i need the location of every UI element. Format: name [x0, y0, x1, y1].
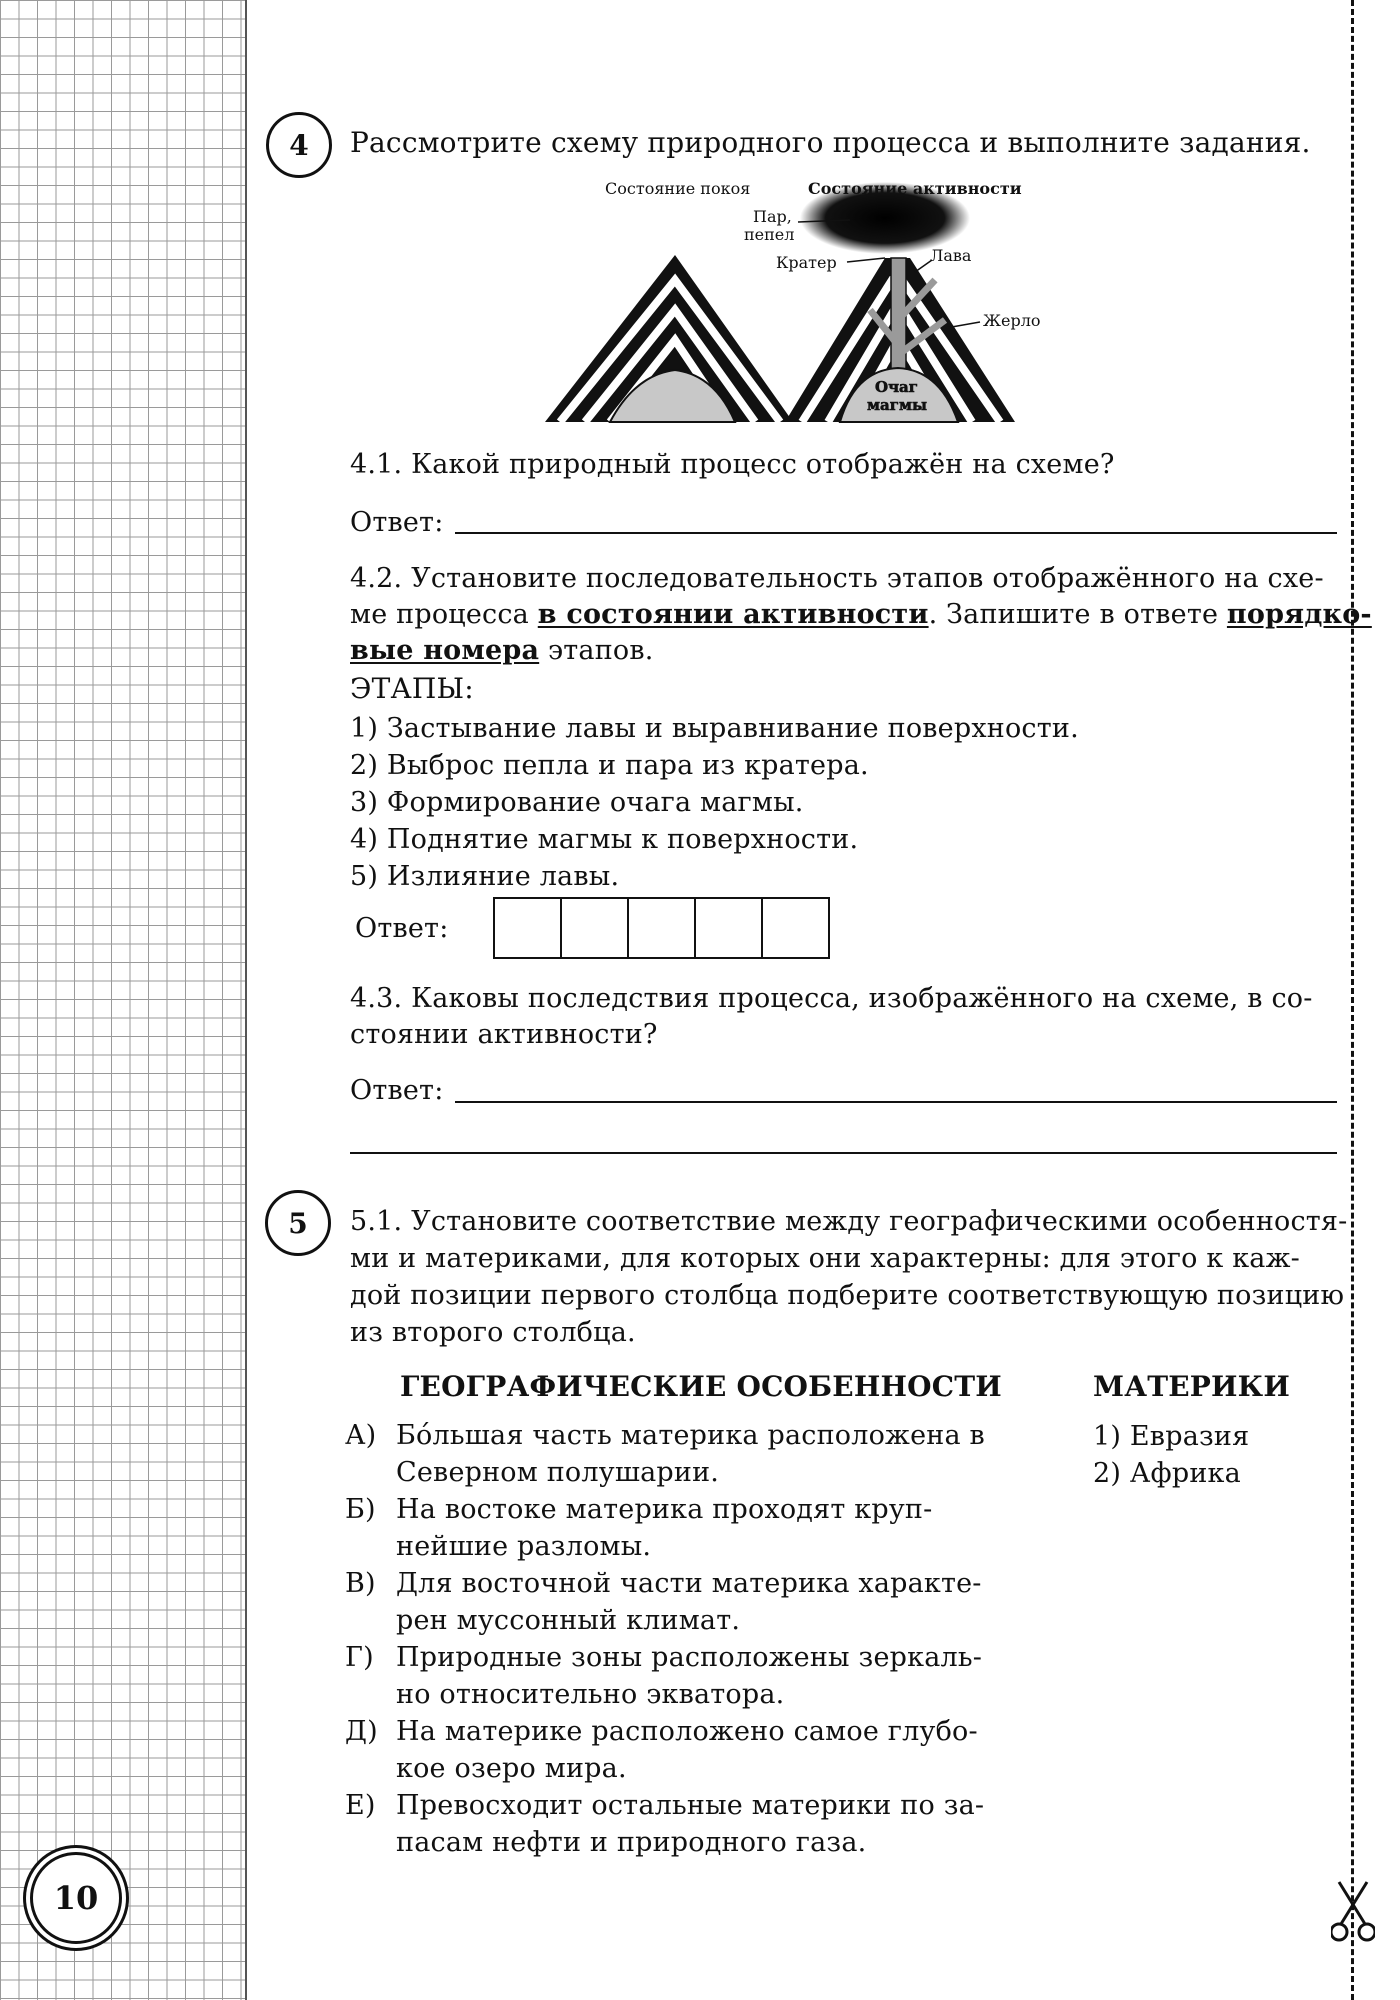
feature-letter-g: Г): [345, 1642, 374, 1673]
answer-line-4-3-extra[interactable]: [350, 1152, 1337, 1154]
continent-1: 1) Евразия: [1093, 1421, 1250, 1452]
label-ash: пепел: [744, 225, 795, 244]
task-5-number: 5: [265, 1190, 331, 1256]
answer-line-4-1[interactable]: [455, 532, 1337, 534]
volcano-diagram: [540, 170, 1040, 430]
stage-2: 2) Выброс пепла и пара из кратера.: [350, 750, 869, 781]
feature-b-line1: На востоке материка проходят круп-: [396, 1494, 933, 1525]
feature-e-line2: пасам нефти и природного газа.: [396, 1827, 867, 1858]
question-4-2-line1: 4.2. Установите последовательность этапов отображённого на схе-: [350, 563, 1324, 594]
feature-d-line2: кое озеро мира.: [396, 1753, 627, 1784]
feature-g-line2: но относительно экватора.: [396, 1679, 785, 1710]
continent-2: 2) Африка: [1093, 1458, 1241, 1489]
answer-cell[interactable]: [629, 899, 696, 957]
cut-line: [1351, 0, 1354, 2000]
answer-label-4-3: Ответ:: [350, 1075, 444, 1106]
label-active: Состояние активности: [808, 179, 1022, 198]
answer-cell[interactable]: [763, 899, 828, 957]
stage-4: 4) Поднятие магмы к поверхности.: [350, 824, 859, 855]
feature-b-line2: нейшие разломы.: [396, 1531, 652, 1562]
answer-label-4-2: Ответ:: [355, 913, 449, 944]
feature-letter-e: Е): [345, 1790, 376, 1821]
answer-line-4-3[interactable]: [455, 1101, 1337, 1103]
column-header-features: ГЕОГРАФИЧЕСКИЕ ОСОБЕННОСТИ: [400, 1370, 1002, 1403]
feature-e-line1: Превосходит остальные материки по за-: [396, 1790, 985, 1821]
feature-a-line1: Бо́льшая часть материка расположена в: [396, 1420, 985, 1451]
label-vent: Жерло: [983, 311, 1040, 330]
question-4-2-line3: вые номера этапов.: [350, 635, 654, 666]
answer-cell[interactable]: [696, 899, 763, 957]
answer-cell[interactable]: [562, 899, 629, 957]
feature-letter-v: В): [345, 1568, 376, 1599]
task-5-text-4: из второго столбца.: [350, 1317, 636, 1348]
column-header-continents: МАТЕРИКИ: [1093, 1370, 1291, 1403]
question-4-3-line1: 4.3. Каковы последствия процесса, изображённого на схеме, в со-: [350, 983, 1313, 1014]
question-4-3-line2: стоянии активности?: [350, 1019, 658, 1050]
stage-1: 1) Застывание лавы и выравнивание поверхности.: [350, 713, 1079, 744]
stages-title: ЭТАПЫ:: [350, 672, 474, 705]
scissors-icon: [1331, 1880, 1375, 1944]
answer-label-4-1: Ответ:: [350, 507, 444, 538]
task-4-number: 4: [266, 112, 332, 178]
volcano-rest: [545, 255, 793, 422]
label-chamber-2: магмы: [867, 396, 928, 414]
label-rest: Состояние покоя: [605, 179, 751, 198]
feature-g-line1: Природные зоны расположены зеркаль-: [396, 1642, 983, 1673]
label-steam: Пар,: [753, 207, 792, 226]
question-4-2-line2: ме процесса в состоянии активности. Запишите в ответе порядко-: [350, 599, 1372, 630]
task-4-instruction: Рассмотрите схему природного процесса и выполните задания.: [350, 126, 1311, 159]
task-5-text-1: 5.1. Установите соответствие между географическими особенностя-: [350, 1206, 1348, 1237]
page-number: 10: [30, 1852, 122, 1944]
label-chamber-1: Очаг: [875, 378, 918, 396]
feature-v-line2: рен муссонный климат.: [396, 1605, 741, 1636]
feature-letter-a: А): [345, 1420, 377, 1451]
answer-cells-4-2: [493, 897, 830, 959]
feature-v-line1: Для восточной части материка характе-: [396, 1568, 982, 1599]
label-lava: Лава: [930, 246, 972, 265]
stage-5: 5) Излияние лавы.: [350, 861, 620, 892]
task-5-text-2: ми и материками, для которых они характерны: для этого к каж-: [350, 1243, 1300, 1274]
question-4-1: 4.1. Какой природный процесс отображён на схеме?: [350, 449, 1115, 480]
feature-d-line1: На материке расположено самое глубо-: [396, 1716, 978, 1747]
stage-3: 3) Формирование очага магмы.: [350, 787, 804, 818]
feature-letter-b: Б): [345, 1494, 376, 1525]
answer-cell[interactable]: [495, 899, 562, 957]
feature-letter-d: Д): [345, 1716, 378, 1747]
task-5-text-3: дой позиции первого столбца подберите соответствующую позицию: [350, 1280, 1345, 1311]
label-crater: Кратер: [776, 253, 837, 272]
graph-paper-margin: [0, 0, 247, 2000]
feature-a-line2: Северном полушарии.: [396, 1457, 720, 1488]
